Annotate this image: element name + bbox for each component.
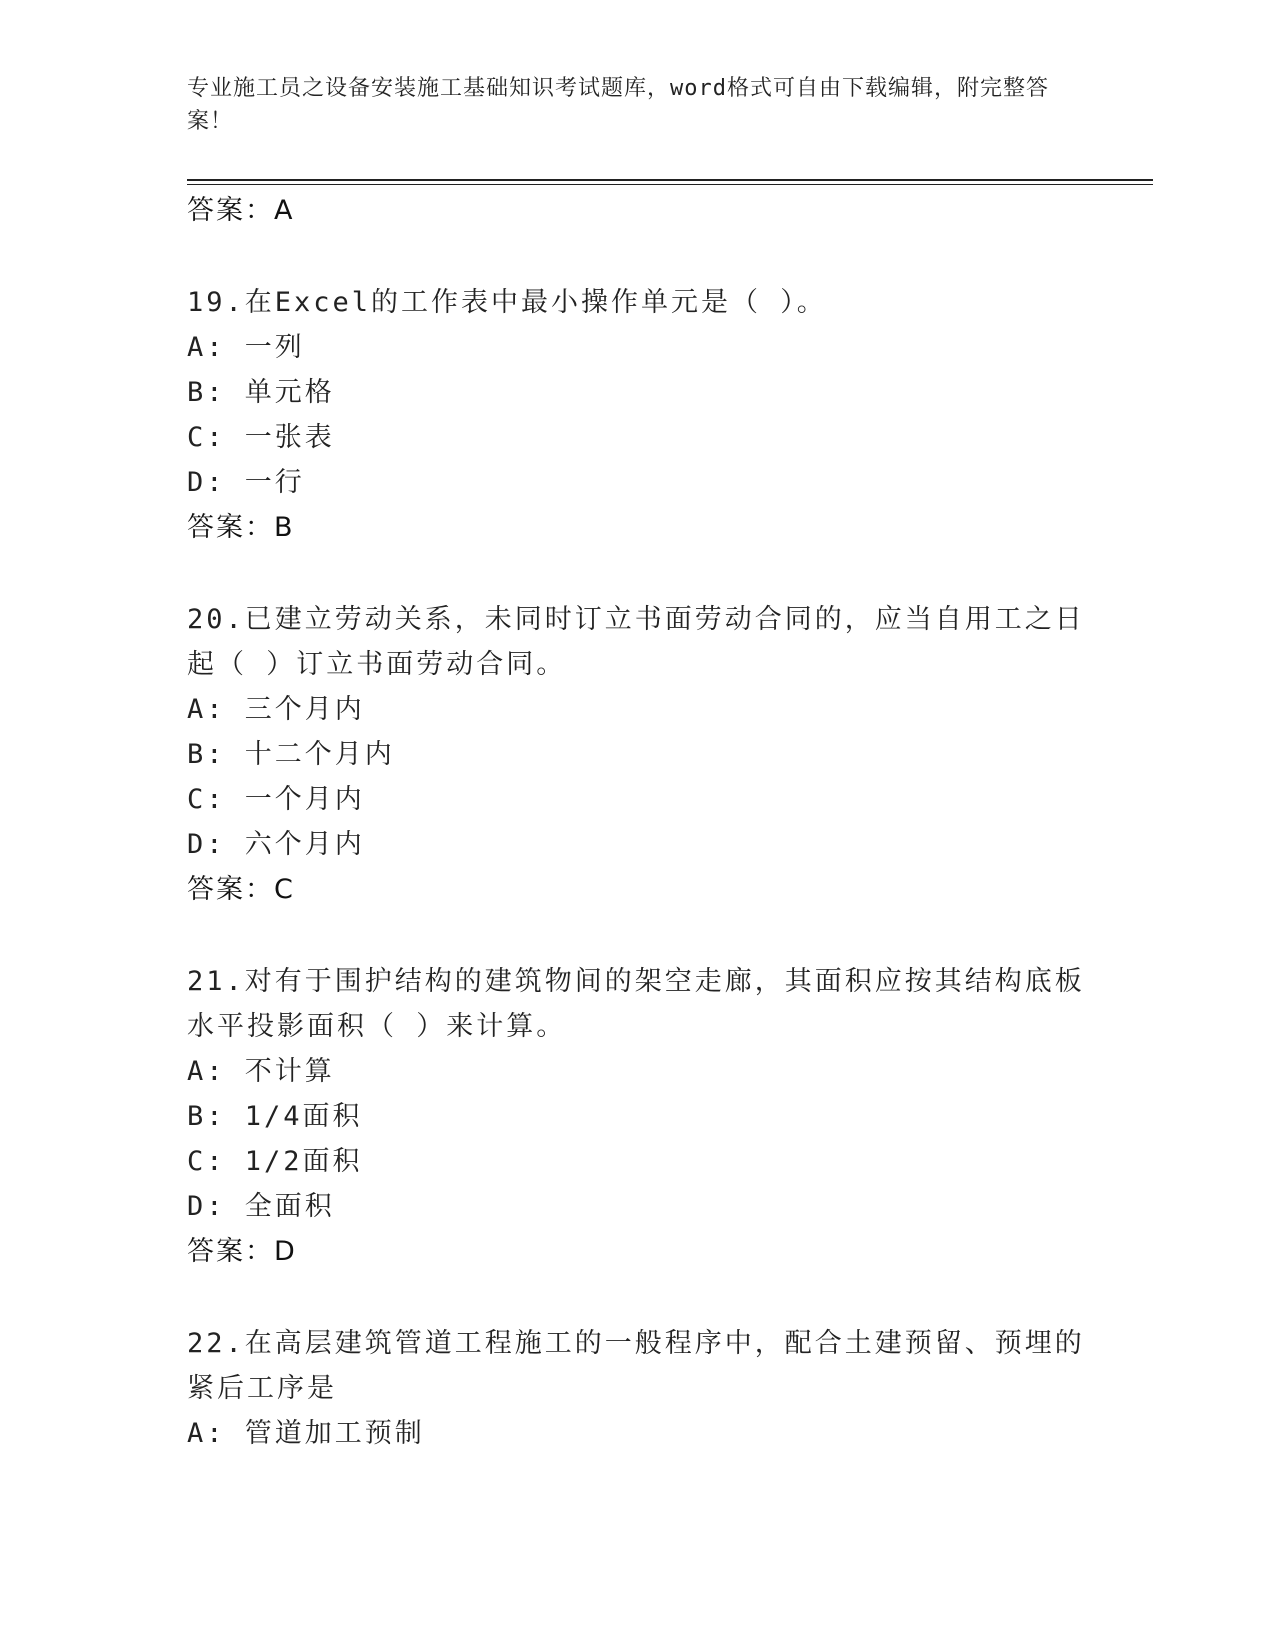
- question-text: 22.在高层建筑管道工程施工的一般程序中，配合土建预留、预埋的紧后工序是: [187, 1328, 1085, 1404]
- question-text: 21.对有于围护结构的建筑物间的架空走廊，其面积应按其结构底板水平投影面积（ ）来计算。: [187, 966, 1085, 1042]
- answer-line: 答案：B: [187, 512, 295, 543]
- option-a: A: 不计算: [187, 1056, 335, 1087]
- answer-line: 答案：A: [187, 195, 295, 226]
- header-rule-thick: [187, 179, 1153, 181]
- question-22: [187, 1321, 1087, 1456]
- question-list: [187, 188, 1087, 1456]
- option-a: A: 三个月内: [187, 694, 365, 725]
- option-d: D: 六个月内: [187, 829, 365, 860]
- option-b: B: 单元格: [187, 377, 335, 408]
- option-b: B: 1/4面积: [187, 1101, 363, 1132]
- option-c: C: 一个月内: [187, 784, 365, 815]
- option-c: C: 一张表: [187, 422, 335, 453]
- option-d: D: 全面积: [187, 1191, 335, 1222]
- question-21: [187, 959, 1087, 1274]
- answer-line: 答案：D: [187, 1236, 297, 1267]
- question-19: [187, 280, 1087, 550]
- option-d: D: 一行: [187, 467, 305, 498]
- document-header: 专业施工员之设备安装施工基础知识考试题库，word格式可自由下载编辑，附完整答案！: [187, 76, 1049, 134]
- answer-line: 答案：C: [187, 874, 295, 905]
- question-text: 20.已建立劳动关系，未同时订立书面劳动合同的，应当自用工之日起（ ）订立书面劳动合同。: [187, 604, 1085, 680]
- question-20: [187, 597, 1087, 912]
- option-b: B: 十二个月内: [187, 739, 395, 770]
- question-text: 19.在Excel的工作表中最小操作单元是（ ）。: [187, 287, 827, 318]
- option-a: A: 一列: [187, 332, 305, 363]
- option-c: C: 1/2面积: [187, 1146, 363, 1177]
- option-a: A: 管道加工预制: [187, 1418, 425, 1449]
- header-rule-thin: [187, 184, 1153, 185]
